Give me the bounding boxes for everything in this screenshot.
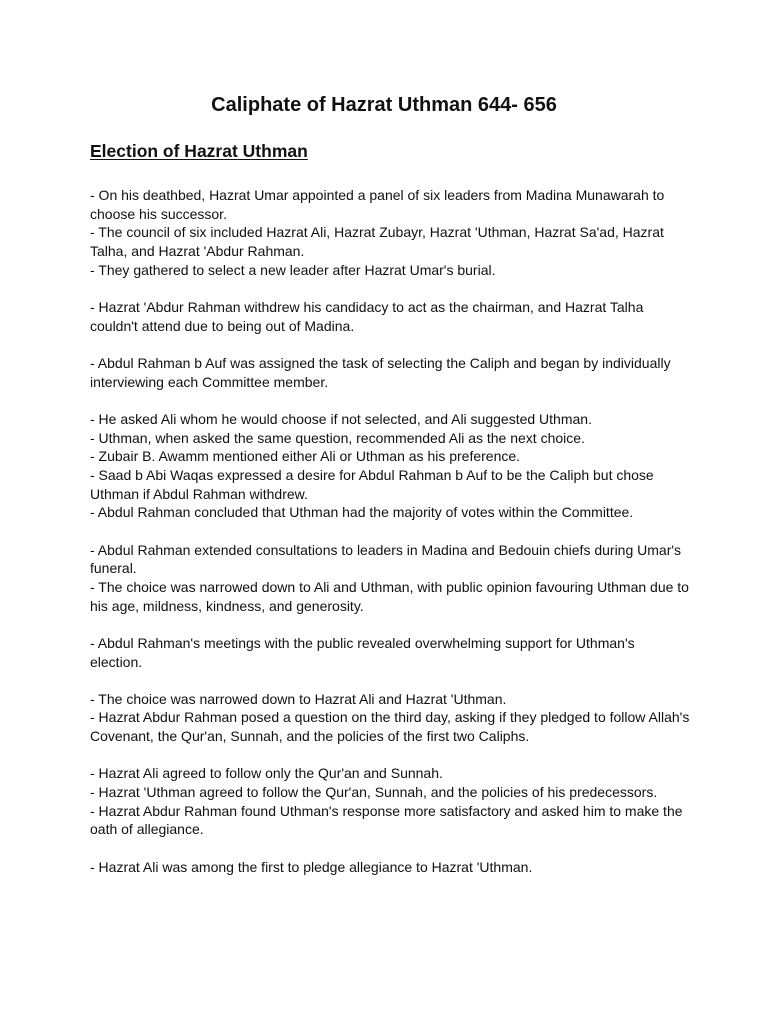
text-line: - Hazrat Ali agreed to follow only the Qur'an and Sunnah.: [90, 765, 443, 782]
paragraph: [90, 298, 690, 335]
text-line: - Abdul Rahman concluded that Uthman had the majority of votes within the Committee.: [90, 504, 634, 521]
paragraph: [90, 186, 690, 280]
text-line: - Hazrat Abdur Rahman posed a question on the third day, asking if they pledged to follow Allah's Covenant, the Qur'an, Sunnah, and the policies of the first two Caliphs.: [90, 709, 690, 745]
section-heading: Election of Hazrat Uthman: [90, 141, 308, 161]
text-line: - Abdul Rahman's meetings with the public revealed overwhelming support for Uthman's election.: [90, 634, 635, 670]
paragraph: [90, 634, 690, 671]
text-line: - Zubair B. Awamm mentioned either Ali or Uthman as his preference.: [90, 448, 521, 465]
paragraph: [90, 690, 690, 746]
paragraph: [90, 410, 690, 522]
paragraph: [90, 858, 690, 877]
document-body: [90, 186, 690, 895]
page-title: Caliphate of Hazrat Uthman 644- 656: [211, 94, 557, 116]
paragraph: [90, 541, 690, 616]
text-line: - Abdul Rahman b Auf was assigned the task of selecting the Caliph and began by individually interviewing each Committee member.: [90, 354, 671, 390]
text-line: - They gathered to select a new leader after Hazrat Umar's burial.: [90, 261, 496, 278]
text-line: - Saad b Abi Waqas expressed a desire for Abdul Rahman b Auf to be the Caliph but chose Uthman if Abdul Rahman withdrew.: [90, 466, 654, 502]
paragraph: [90, 764, 690, 839]
text-line: - The choice was narrowed down to Hazrat Ali and Hazrat 'Uthman.: [90, 690, 507, 707]
text-line: - Hazrat Ali was among the first to pledge allegiance to Hazrat 'Uthman.: [90, 858, 533, 875]
text-line: - Hazrat Abdur Rahman found Uthman's response more satisfactory and asked him to make the oath of allegiance.: [90, 802, 683, 838]
paragraph: [90, 354, 690, 391]
text-line: - Hazrat 'Abdur Rahman withdrew his candidacy to act as the chairman, and Hazrat Talha couldn't attend due to being out of Madina.: [90, 299, 644, 334]
text-line: - The council of six included Hazrat Ali, Hazrat Zubayr, Hazrat 'Uthman, Hazrat Sa'ad, Hazrat Talha, and Hazrat 'Abdur Rahman.: [90, 224, 664, 260]
text-line: - The choice was narrowed down to Ali and Uthman, with public opinion favouring Uthman due to his age, mildness, kindness, and generosity.: [90, 578, 689, 614]
text-line: - He asked Ali whom he would choose if not selected, and Ali suggested Uthman.: [90, 410, 592, 427]
text-line: - Hazrat 'Uthman agreed to follow the Qur'an, Sunnah, and the policies of his predecessors.: [90, 784, 658, 801]
text-line: - On his deathbed, Hazrat Umar appointed a panel of six leaders from Madina Munawarah to choose his successor.: [90, 187, 665, 222]
text-line: - Abdul Rahman extended consultations to leaders in Madina and Bedouin chiefs during Umar's funeral.: [90, 541, 682, 577]
text-line: - Uthman, when asked the same question, recommended Ali as the next choice.: [90, 429, 585, 446]
